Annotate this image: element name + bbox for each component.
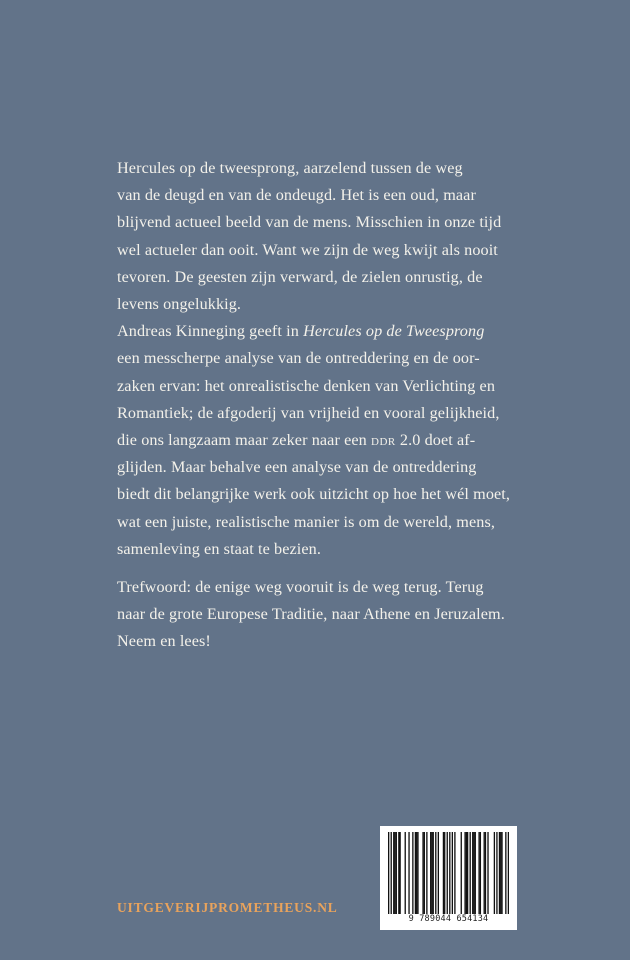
- publisher-url: UITGEVERIJPROMETHEUS.NL: [117, 900, 338, 915]
- back-cover-blurb: [117, 155, 617, 656]
- barcode-bar: [505, 832, 506, 914]
- barcode-bar: [394, 832, 395, 914]
- barcode-bar: [412, 832, 413, 914]
- blurb-line: [117, 427, 617, 454]
- blurb-text: Andreas Kinneging geeft in: [117, 322, 304, 341]
- barcode-bars: [388, 832, 509, 914]
- barcode-bar: [396, 832, 397, 914]
- barcode-bar: [416, 832, 417, 914]
- blurb-line: Romantiek; de afgoderij van vrijheid en vooral gelijkheid,: [117, 403, 500, 422]
- blurb-paragraph-intro: [117, 155, 617, 318]
- blurb-line: Neem en lees!: [117, 632, 211, 651]
- barcode-bar: [426, 832, 427, 914]
- book-title-italic: Hercules op de Tweesprong: [303, 322, 485, 341]
- blurb-line: levens ongelukkig.: [117, 295, 242, 314]
- barcode-bar: [433, 832, 434, 914]
- ddr-abbreviation: ddr: [371, 431, 396, 450]
- blurb-text: 2.0 doet af-: [395, 431, 476, 450]
- barcode-bar: [501, 832, 502, 914]
- barcode-bar: [475, 832, 476, 914]
- barcode-bar: [472, 832, 473, 914]
- barcode-bar: [443, 832, 444, 914]
- barcode-bar: [399, 832, 400, 914]
- barcode-bar: [430, 832, 431, 914]
- barcode-bar: [444, 832, 445, 914]
- barcode-bar: [467, 832, 468, 914]
- blurb-line: wel actueler dan ooit. Want we zijn de weg kwijt als nooit: [117, 240, 498, 259]
- blurb-line: Hercules op de tweesprong, aarzelend tussen de weg: [117, 159, 463, 177]
- blurb-paragraph-analysis: [117, 318, 617, 563]
- blurb-line: blijvend actueel beeld van de mens. Misschien in onze tijd: [117, 213, 502, 232]
- blurb-line: van de deugd en van de ondeugd. Het is een oud, maar: [117, 186, 476, 205]
- barcode-bar: [464, 832, 465, 914]
- barcode-bar: [496, 832, 497, 914]
- barcode-bar: [473, 832, 474, 914]
- barcode-bar: [480, 832, 481, 914]
- blurb-text: die ons langzaam maar zeker naar een: [117, 431, 372, 450]
- barcode-bar: [452, 832, 453, 914]
- barcode-bar: [500, 832, 501, 914]
- barcode-bar: [494, 832, 495, 914]
- barcode-bar: [393, 832, 394, 914]
- blurb-line: biedt dit belangrijke werk ook uitzicht op hoe het wél moet,: [117, 485, 511, 504]
- blurb-line: samenleving en staat te bezien.: [117, 539, 322, 558]
- blurb-line: [117, 318, 617, 345]
- barcode-bar: [461, 832, 462, 914]
- barcode-bar: [478, 832, 479, 914]
- barcode-bar: [466, 832, 467, 914]
- barcode-bar: [447, 832, 448, 914]
- barcode-bar: [499, 832, 500, 914]
- blurb-line: glijden. Maar behalve een analyse van de ontreddering: [117, 458, 477, 477]
- barcode-bar: [431, 832, 432, 914]
- barcode-bar: [408, 832, 409, 914]
- blurb-line: Trefwoord: de enige weg vooruit is de weg terug. Terug: [117, 578, 484, 597]
- barcode-bar: [449, 832, 450, 914]
- barcode-bar: [417, 832, 418, 914]
- barcode-bar: [388, 832, 389, 914]
- blurb-line: naar de grote Europese Traditie, naar Athene en Jeruzalem.: [117, 605, 505, 624]
- blurb-line: tevoren. De geesten zijn verward, de zielen onrustig, de: [117, 267, 483, 286]
- barcode-bar: [485, 832, 486, 914]
- barcode-bar: [438, 832, 439, 914]
- barcode-bar: [415, 832, 416, 914]
- barcode-bar: [454, 832, 455, 914]
- blurb-line: zaken ervan: het onrealistische denken van Verlichting en: [117, 376, 496, 395]
- barcode-bar: [422, 832, 423, 914]
- barcode-bar: [435, 832, 436, 914]
- blurb-paragraph-keyword: [117, 574, 617, 656]
- barcode-bar: [405, 832, 406, 914]
- barcode-bar: [508, 832, 509, 914]
- barcode-bar: [424, 832, 425, 914]
- blurb-line: een messcherpe analyse van de ontreddering en de oor-: [117, 349, 480, 368]
- isbn-barcode: [380, 826, 517, 930]
- barcode-bar: [398, 832, 399, 914]
- barcode-bar: [391, 832, 392, 914]
- isbn-number: 9 789044 654134: [408, 914, 489, 924]
- barcode-bar: [470, 832, 471, 914]
- barcode-bar: [487, 832, 488, 914]
- barcode-bar: [484, 832, 485, 914]
- blurb-line: wat een juiste, realistische manier is om de wereld, mens,: [117, 512, 495, 531]
